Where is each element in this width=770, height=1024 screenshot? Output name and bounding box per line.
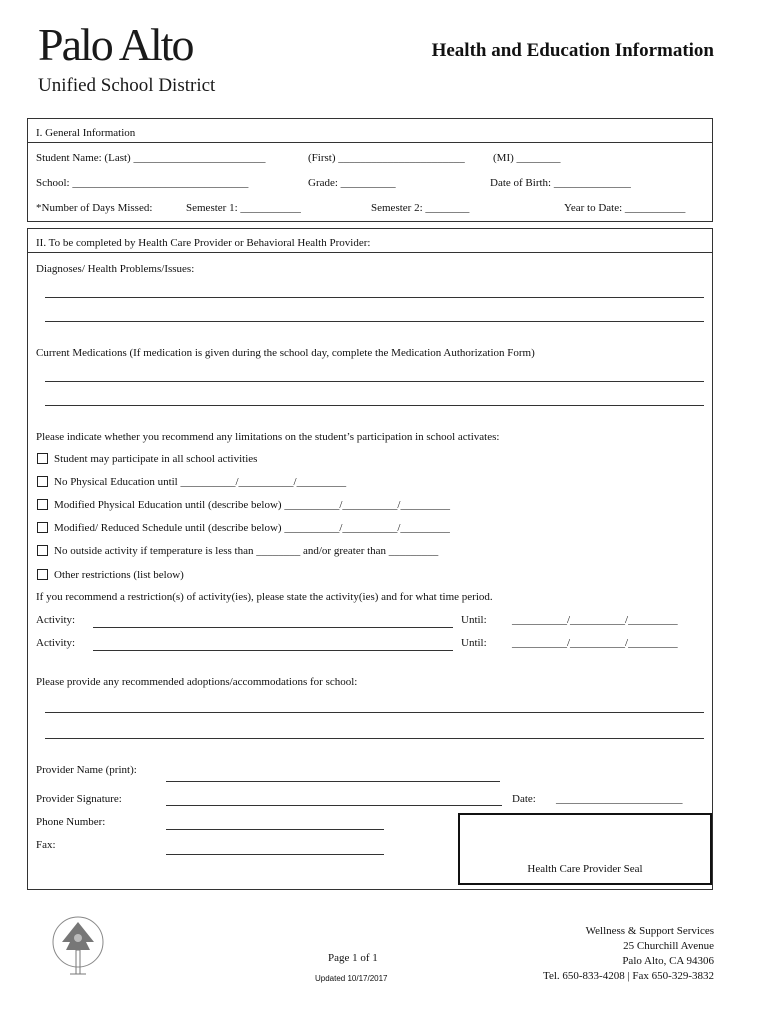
provider-section: [27, 228, 713, 890]
semester2-field[interactable]: Semester 2: ________: [371, 202, 470, 214]
activity-label: Activity:: [36, 637, 76, 649]
checkbox-no-pe[interactable]: [37, 476, 48, 487]
option-temperature-label: No outside activity if temperature is less than ________ and/or greater than _________: [54, 545, 439, 557]
district-logo-subtitle: Unified School District: [38, 75, 216, 96]
provider-name-label: Provider Name (print):: [36, 764, 137, 776]
seal-label: Health Care Provider Seal: [527, 863, 643, 875]
accommodations-line-2[interactable]: [45, 738, 704, 739]
footer-address: [543, 924, 714, 984]
date-of-birth-field[interactable]: Date of Birth: ______________: [490, 177, 631, 189]
until-date-2[interactable]: __________/__________/_________: [512, 637, 678, 649]
accommodations-label: Please provide any recommended adoptions/accommodations for school:: [36, 676, 358, 688]
option-no-pe-label: No Physical Education until __________/__________/_________: [54, 476, 347, 488]
option-other-restrictions-label: Other restrictions (list below): [54, 569, 184, 581]
student-first-name-field[interactable]: (First) _______________________: [308, 152, 465, 164]
option-reduced-schedule-label: Modified/ Reduced Schedule until (describe below) __________/__________/_________: [54, 522, 450, 534]
provider-signature-line[interactable]: [166, 805, 502, 806]
limitations-label: Please indicate whether you recommend any limitations on the student’s participation in school activates:: [36, 431, 500, 443]
checkbox-modified-pe[interactable]: [37, 499, 48, 510]
checkbox-temperature[interactable]: [37, 545, 48, 556]
checkbox-all-activities[interactable]: [37, 453, 48, 464]
district-logo-name: Palo Alto: [38, 19, 193, 70]
student-last-name-field[interactable]: Student Name: (Last) ________________________: [36, 152, 266, 164]
diagnoses-line-1[interactable]: [45, 297, 704, 298]
provider-seal-box[interactable]: [458, 813, 712, 885]
phone-line[interactable]: [166, 829, 384, 830]
year-to-date-field[interactable]: Year to Date: ___________: [564, 202, 686, 214]
activity-label: Activity:: [36, 614, 76, 626]
date-field[interactable]: _______________________: [556, 793, 683, 805]
accommodations-line-1[interactable]: [45, 712, 704, 713]
district-emblem-icon: [50, 916, 106, 978]
general-information-section: [27, 118, 713, 222]
date-label: Date:: [512, 793, 536, 805]
grade-field[interactable]: Grade: __________: [308, 177, 396, 189]
checkbox-reduced-schedule[interactable]: [37, 522, 48, 533]
footer-street: 25 Churchill Avenue: [623, 940, 714, 952]
option-modified-pe-label: Modified Physical Education until (describe below) __________/__________/_________: [54, 499, 450, 511]
medications-label: Current Medications (If medication is given during the school day, complete the Medication Authorization Form): [36, 347, 535, 359]
checkbox-other-restrictions[interactable]: [37, 569, 48, 580]
footer-org: Wellness & Support Services: [585, 925, 714, 937]
until-label: Until:: [461, 614, 487, 626]
footer-city: Palo Alto, CA 94306: [622, 955, 714, 967]
diagnoses-line-2[interactable]: [45, 321, 704, 322]
section-heading: II. To be completed by Health Care Provider or Behavioral Health Provider:: [28, 229, 712, 253]
student-mi-field[interactable]: (MI) ________: [493, 152, 561, 164]
fax-line[interactable]: [166, 854, 384, 855]
provider-signature-label: Provider Signature:: [36, 793, 122, 805]
until-date-1[interactable]: __________/__________/_________: [512, 614, 678, 626]
semester1-field[interactable]: Semester 1: ___________: [186, 202, 301, 214]
provider-name-line[interactable]: [166, 781, 500, 782]
phone-label: Phone Number:: [36, 816, 106, 828]
days-missed-label: *Number of Days Missed:: [36, 202, 153, 214]
school-field[interactable]: School: ________________________________: [36, 177, 249, 189]
diagnoses-label: Diagnoses/ Health Problems/Issues:: [36, 263, 195, 275]
medications-line-2[interactable]: [45, 405, 704, 406]
section-heading: I. General Information: [28, 119, 712, 143]
restriction-note: If you recommend a restriction(s) of activity(ies), please state the activity(ies) and for what time period.: [36, 591, 493, 603]
activity-line-2[interactable]: [93, 650, 453, 651]
updated-date: Updated 10/17/2017: [315, 974, 388, 983]
option-all-activities-label: Student may participate in all school activities: [54, 453, 258, 465]
page-title: Health and Education Information: [431, 40, 714, 61]
footer-contact: Tel. 650-833-4208 | Fax 650-329-3832: [543, 970, 714, 982]
until-label: Until:: [461, 637, 487, 649]
medications-line-1[interactable]: [45, 381, 704, 382]
fax-label: Fax:: [36, 839, 56, 851]
activity-line-1[interactable]: [93, 627, 453, 628]
page-number: Page 1 of 1: [328, 952, 378, 964]
